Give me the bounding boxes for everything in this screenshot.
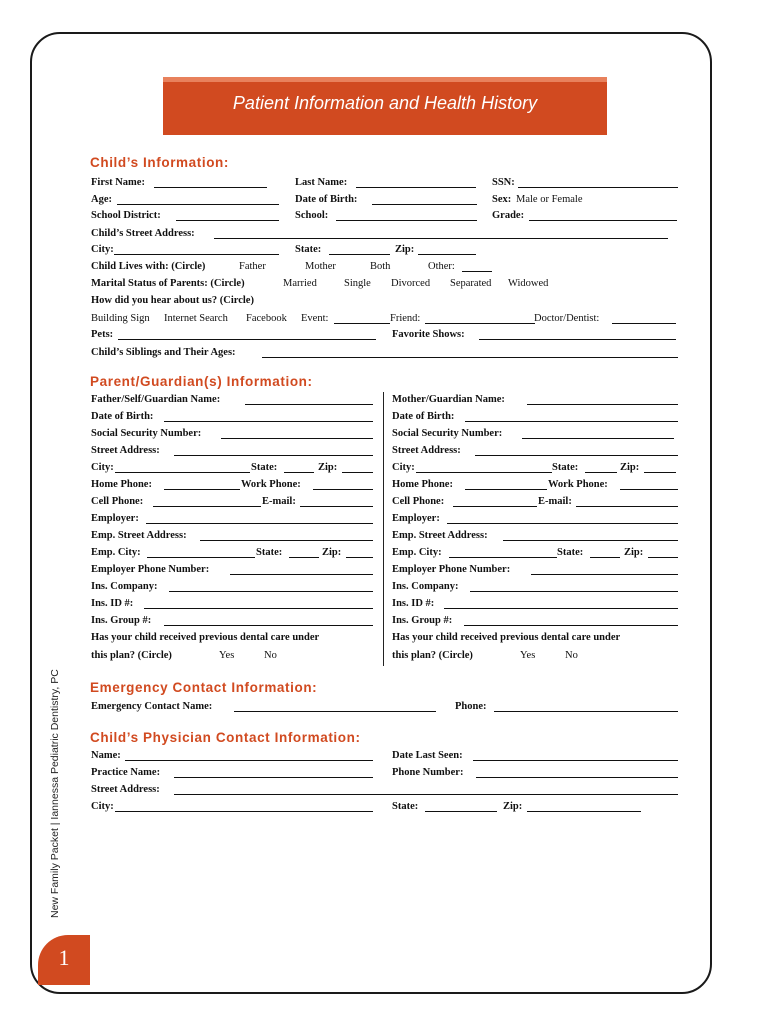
school-field[interactable] (336, 209, 477, 221)
mother-ins-company-field[interactable] (470, 580, 678, 592)
school-district-label: School District: (91, 210, 161, 221)
dob-label: Date of Birth: (295, 194, 358, 205)
father-dob-label: Date of Birth: (91, 411, 154, 422)
mother-emp-city-label: Emp. City: (392, 547, 442, 558)
option-mother[interactable]: Mother (305, 261, 336, 272)
physician-street-field[interactable] (174, 783, 678, 795)
father-emp-zip-label: Zip: (322, 547, 342, 558)
mother-emp-state-field[interactable] (590, 546, 620, 558)
mother-home-field[interactable] (465, 478, 547, 490)
child-city-field[interactable] (114, 243, 279, 255)
mother-state-field[interactable] (585, 461, 617, 473)
mother-email-label: E-mail: (538, 496, 572, 507)
father-home-field[interactable] (164, 478, 240, 490)
father-ssn-label: Social Security Number: (91, 428, 202, 439)
last-name-label: Last Name: (295, 177, 348, 188)
emergency-name-field[interactable] (234, 700, 436, 712)
child-street-label: Child’s Street Address: (91, 228, 195, 239)
marital-label: Marital Status of Parents: (Circle) (91, 278, 245, 289)
mother-work-label: Work Phone: (548, 479, 608, 490)
mother-zip-label: Zip: (620, 462, 640, 473)
father-cell-label: Cell Phone: (91, 496, 144, 507)
sex-options[interactable]: Male or Female (516, 194, 583, 205)
mother-street-field[interactable] (475, 444, 678, 456)
father-option-no[interactable]: No (264, 650, 277, 661)
mother-emp-zip-field[interactable] (648, 546, 678, 558)
mother-city-field[interactable] (416, 461, 552, 473)
father-emp-zip-field[interactable] (346, 546, 373, 558)
sex-label: Sex: (492, 194, 512, 205)
grade-field[interactable] (529, 209, 677, 221)
option-father[interactable]: Father (239, 261, 266, 272)
option-building-sign[interactable]: Building Sign (91, 313, 150, 324)
other-field[interactable] (462, 260, 492, 272)
physician-phone-label: Phone Number: (392, 767, 464, 778)
father-emp-city-label: Emp. City: (91, 547, 141, 558)
doctor-field[interactable] (612, 312, 676, 324)
physician-name-field[interactable] (125, 749, 373, 761)
siblings-field[interactable] (262, 346, 678, 358)
section-child: Child’s Information: (90, 155, 229, 170)
shows-field[interactable] (479, 328, 676, 340)
option-doctor[interactable]: Doctor/Dentist: (534, 313, 600, 324)
column-divider (383, 392, 384, 666)
last-name-field[interactable] (356, 176, 476, 188)
ssn-label: SSN: (492, 177, 515, 188)
section-physician: Child’s Physician Contact Information: (90, 730, 361, 745)
mother-option-no[interactable]: No (565, 650, 578, 661)
father-ins-group-field[interactable] (164, 614, 373, 626)
page-title: Patient Information and Health History (232, 93, 538, 113)
section-parent: Parent/Guardian(s) Information: (90, 374, 313, 389)
title-banner (163, 77, 607, 135)
first-name-label: First Name: (91, 177, 145, 188)
physician-name-label: Name: (91, 750, 121, 761)
father-emp-street-label: Emp. Street Address: (91, 530, 187, 541)
mother-emp-zip-label: Zip: (624, 547, 644, 558)
physician-city-label: City: (91, 801, 114, 812)
father-city-label: City: (91, 462, 114, 473)
mother-option-yes[interactable]: Yes (520, 650, 536, 661)
mother-zip-field[interactable] (644, 461, 676, 473)
side-footer-text: New Family Packet | Iannessa Pediatric Dentistry, PC (49, 669, 61, 918)
practice-name-label: Practice Name: (91, 767, 161, 778)
father-home-label: Home Phone: (91, 479, 152, 490)
father-zip-field[interactable] (342, 461, 373, 473)
mother-email-field[interactable] (576, 495, 678, 507)
option-divorced[interactable]: Divorced (391, 278, 431, 289)
physician-state-field[interactable] (425, 800, 497, 812)
practice-name-field[interactable] (174, 766, 373, 778)
age-field[interactable] (117, 193, 279, 205)
mother-ssn-field[interactable] (522, 427, 674, 439)
father-work-label: Work Phone: (241, 479, 301, 490)
child-street-field[interactable] (214, 227, 668, 239)
father-option-yes[interactable]: Yes (219, 650, 235, 661)
mother-state-label: State: (552, 462, 579, 473)
banner-accent (163, 77, 607, 82)
physician-state-label: State: (392, 801, 419, 812)
father-emp-state-field[interactable] (289, 546, 319, 558)
mother-prev-care-label-2: this plan? (Circle) (392, 650, 473, 661)
first-name-field[interactable] (154, 176, 267, 188)
ssn-field[interactable] (518, 176, 678, 188)
mother-cell-field[interactable] (453, 495, 537, 507)
mother-ins-company-label: Ins. Company: (392, 581, 459, 592)
child-state-field[interactable] (329, 243, 390, 255)
lives-with-label: Child Lives with: (Circle) (91, 261, 206, 272)
father-employer-field[interactable] (146, 512, 373, 524)
option-married[interactable]: Married (283, 278, 317, 289)
friend-field[interactable] (425, 312, 535, 324)
father-emp-state-label: State: (256, 547, 283, 558)
father-city-field[interactable] (115, 461, 250, 473)
mother-emp-street-field[interactable] (503, 529, 678, 541)
father-email-field[interactable] (300, 495, 373, 507)
option-friend[interactable]: Friend: (390, 313, 421, 324)
mother-employer-field[interactable] (447, 512, 678, 524)
mother-ins-id-field[interactable] (444, 597, 678, 609)
father-ssn-field[interactable] (221, 427, 373, 439)
father-state-field[interactable] (284, 461, 314, 473)
father-ins-id-field[interactable] (144, 597, 373, 609)
date-seen-label: Date Last Seen: (392, 750, 463, 761)
father-employer-label: Employer: (91, 513, 139, 524)
mother-ins-group-field[interactable] (464, 614, 678, 626)
mother-ins-group-label: Ins. Group #: (392, 615, 453, 626)
mother-emp-phone-label: Employer Phone Number: (392, 564, 511, 575)
mother-emp-street-label: Emp. Street Address: (392, 530, 488, 541)
mother-dob-field[interactable] (465, 410, 678, 422)
mother-employer-label: Employer: (392, 513, 440, 524)
father-emp-phone-label: Employer Phone Number: (91, 564, 210, 575)
mother-ins-id-label: Ins. ID #: (392, 598, 435, 609)
father-ins-id-label: Ins. ID #: (91, 598, 134, 609)
option-both[interactable]: Both (370, 261, 391, 272)
father-emp-city-field[interactable] (147, 546, 255, 558)
father-prev-care-label-2: this plan? (Circle) (91, 650, 172, 661)
father-dob-field[interactable] (164, 410, 373, 422)
physician-city-field[interactable] (115, 800, 373, 812)
pets-label: Pets: (91, 329, 114, 340)
school-label: School: (295, 210, 329, 221)
child-zip-field[interactable] (418, 243, 476, 255)
siblings-label: Child’s Siblings and Their Ages: (91, 347, 236, 358)
father-emp-phone-field[interactable] (230, 563, 373, 575)
father-cell-field[interactable] (153, 495, 261, 507)
father-ins-company-label: Ins. Company: (91, 581, 158, 592)
emergency-phone-label: Phone: (455, 701, 487, 712)
page-number: 1 (58, 945, 70, 970)
child-city-label: City: (91, 244, 114, 255)
option-facebook[interactable]: Facebook (246, 313, 287, 324)
option-single[interactable]: Single (344, 278, 371, 289)
mother-emp-phone-field[interactable] (531, 563, 678, 575)
mother-name-label: Mother/Guardian Name: (392, 394, 505, 405)
mother-prev-care-label: Has your child received previous dental care under (392, 632, 621, 643)
mother-dob-label: Date of Birth: (392, 411, 455, 422)
option-widowed[interactable]: Widowed (508, 278, 549, 289)
section-emergency: Emergency Contact Information: (90, 680, 318, 695)
emergency-name-label: Emergency Contact Name: (91, 701, 213, 712)
father-prev-care-label: Has your child received previous dental care under (91, 632, 320, 643)
child-zip-label: Zip: (395, 244, 415, 255)
mother-name-field[interactable] (527, 393, 678, 405)
date-seen-field[interactable] (473, 749, 678, 761)
father-email-label: E-mail: (262, 496, 296, 507)
hear-label: How did you hear about us? (Circle) (91, 295, 254, 306)
emergency-phone-field[interactable] (494, 700, 678, 712)
father-zip-label: Zip: (318, 462, 338, 473)
dob-field[interactable] (372, 193, 477, 205)
mother-city-label: City: (392, 462, 415, 473)
father-ins-company-field[interactable] (169, 580, 373, 592)
event-field[interactable] (334, 312, 390, 324)
physician-zip-label: Zip: (503, 801, 523, 812)
option-separated[interactable]: Separated (450, 278, 492, 289)
shows-label: Favorite Shows: (392, 329, 465, 340)
grade-label: Grade: (492, 210, 525, 221)
physician-zip-field[interactable] (527, 800, 641, 812)
father-name-field[interactable] (245, 393, 373, 405)
physician-street-label: Street Address: (91, 784, 160, 795)
school-district-field[interactable] (176, 209, 279, 221)
physician-phone-field[interactable] (476, 766, 678, 778)
child-state-label: State: (295, 244, 322, 255)
father-emp-street-field[interactable] (200, 529, 373, 541)
mother-cell-label: Cell Phone: (392, 496, 445, 507)
mother-ssn-label: Social Security Number: (392, 428, 503, 439)
option-internet-search[interactable]: Internet Search (164, 313, 228, 324)
father-street-label: Street Address: (91, 445, 160, 456)
mother-street-label: Street Address: (392, 445, 461, 456)
father-work-field[interactable] (313, 478, 373, 490)
pets-field[interactable] (118, 328, 376, 340)
father-street-field[interactable] (174, 444, 373, 456)
mother-emp-city-field[interactable] (449, 546, 557, 558)
age-label: Age: (91, 194, 112, 205)
mother-emp-state-label: State: (557, 547, 584, 558)
option-other[interactable]: Other: (428, 261, 455, 272)
mother-home-label: Home Phone: (392, 479, 453, 490)
mother-work-field[interactable] (620, 478, 678, 490)
father-ins-group-label: Ins. Group #: (91, 615, 152, 626)
option-event[interactable]: Event: (301, 313, 329, 324)
father-name-label: Father/Self/Guardian Name: (91, 394, 221, 405)
father-state-label: State: (251, 462, 278, 473)
